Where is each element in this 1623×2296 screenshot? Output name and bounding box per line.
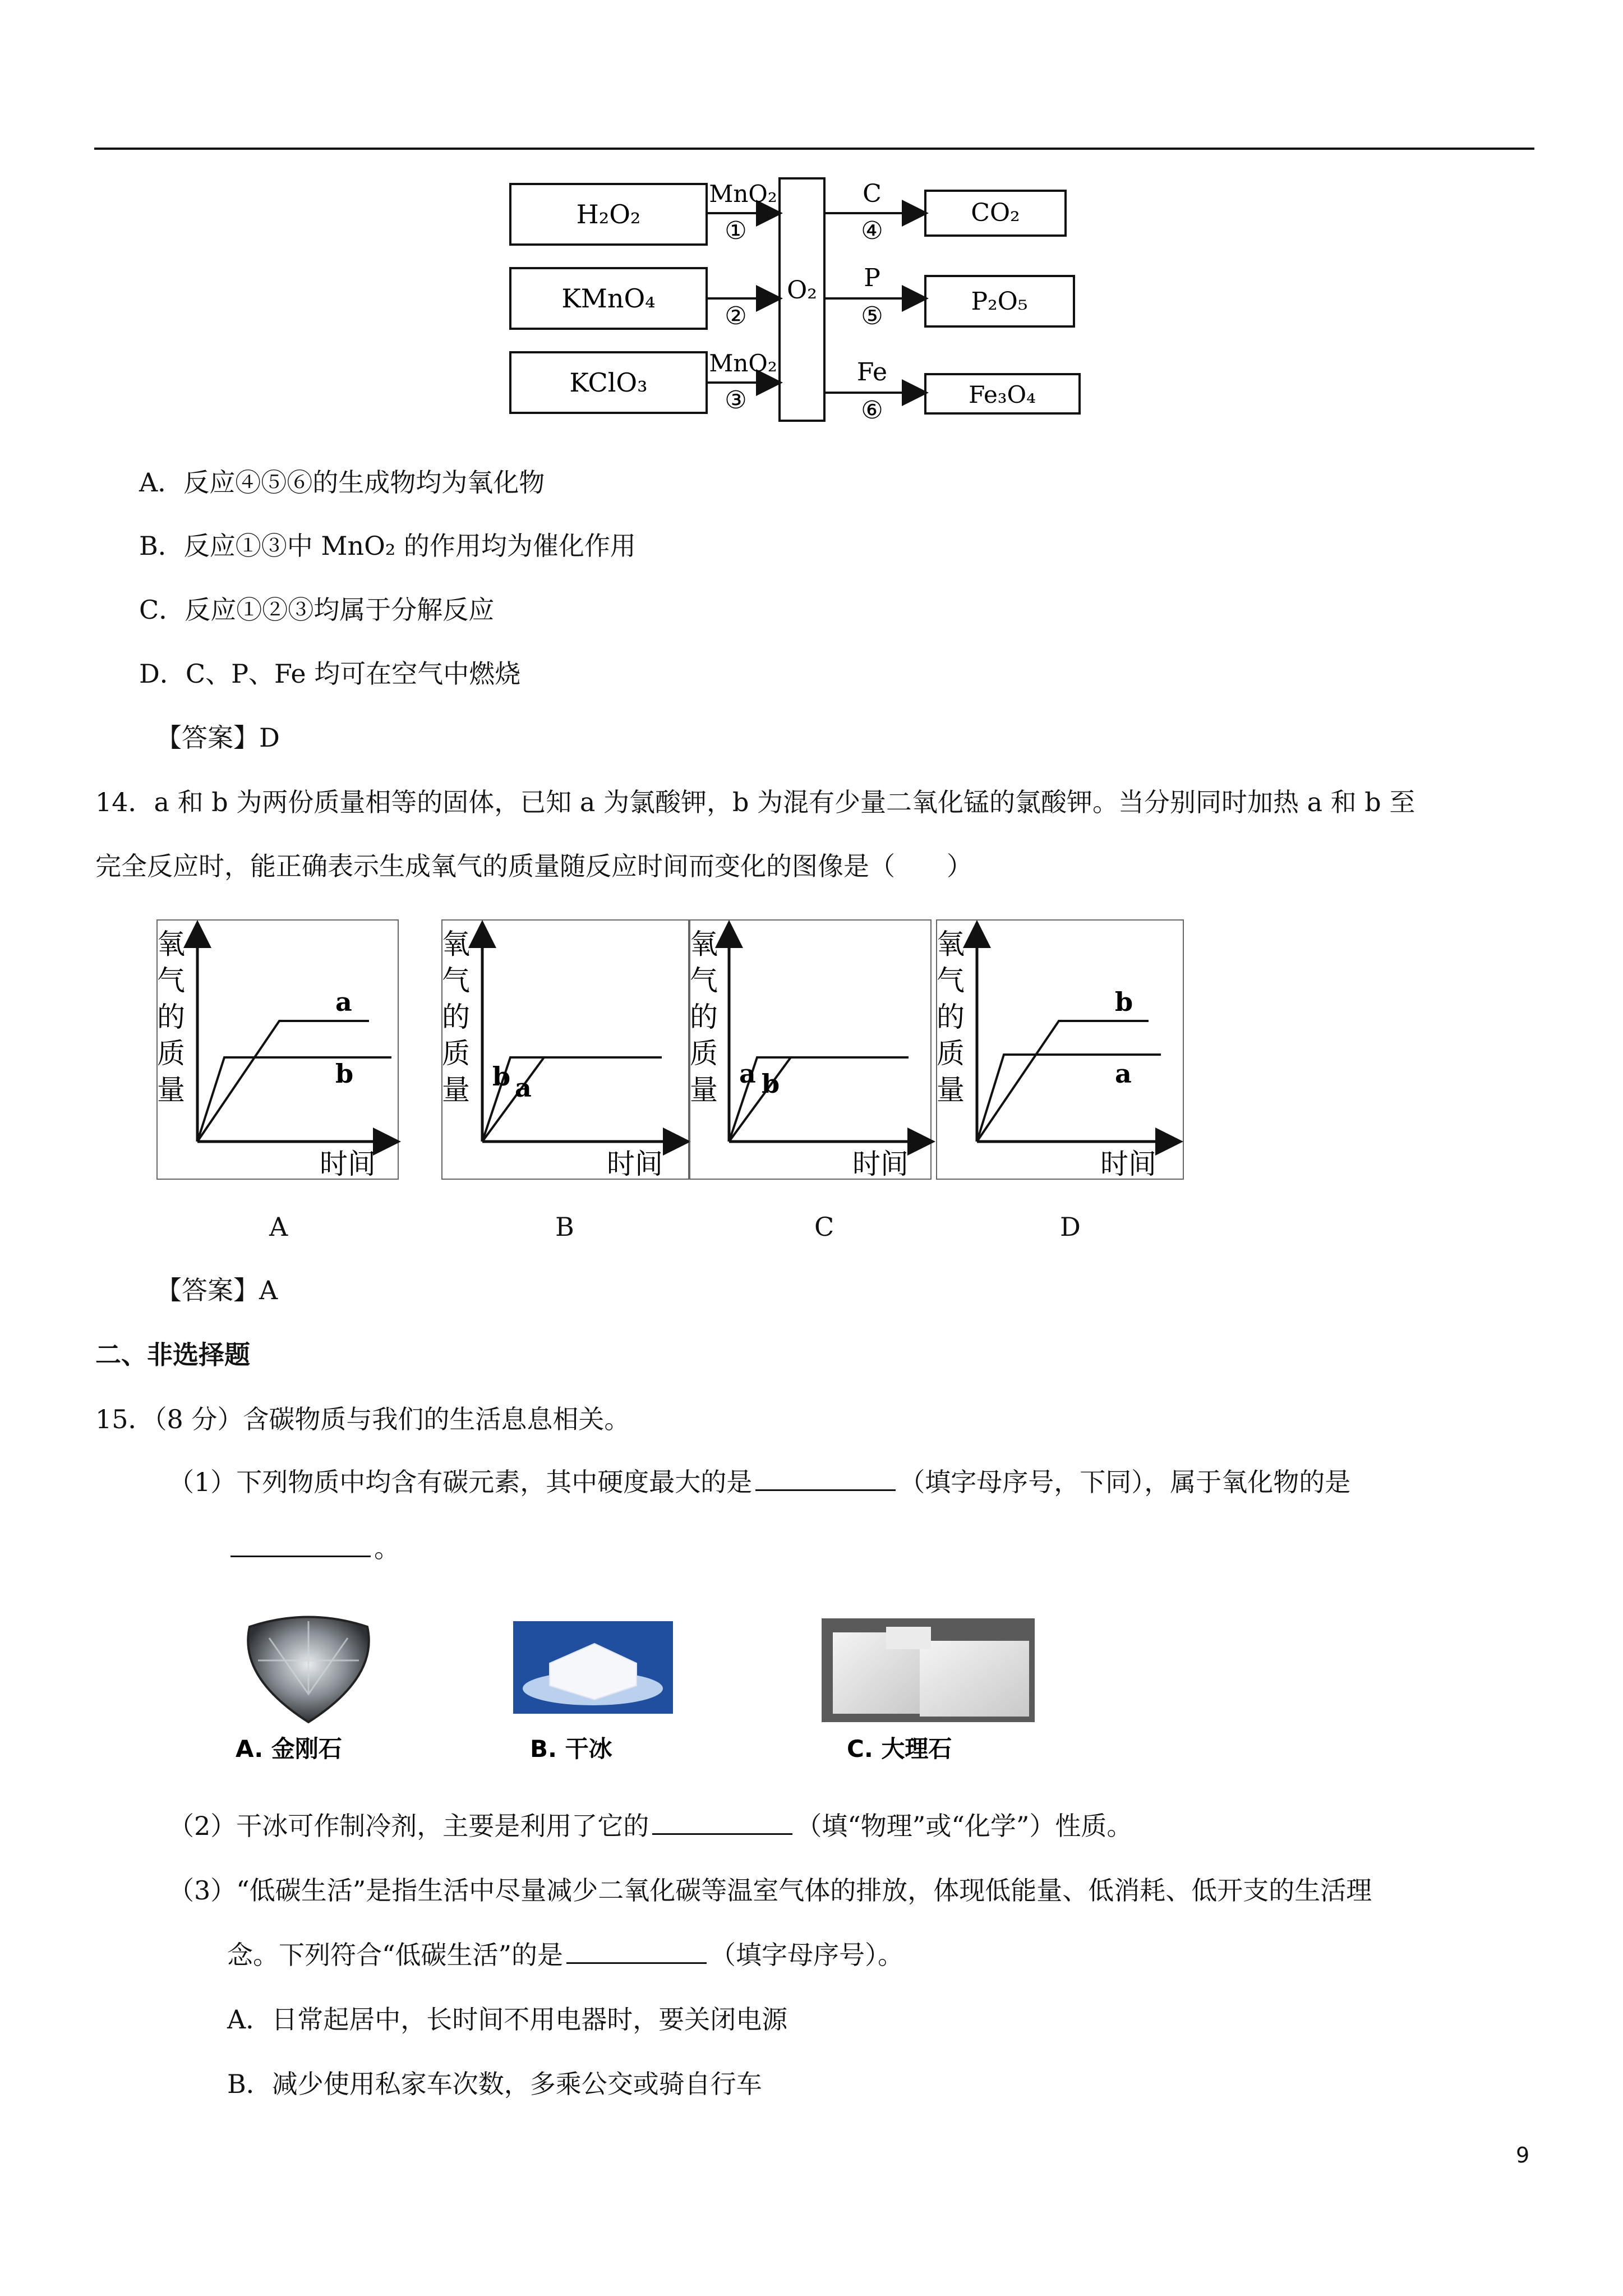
chart-c-ylabel-1: 气	[690, 964, 718, 997]
chart-c-ylabel-2: 的	[690, 1001, 718, 1033]
step-num-3: ③	[725, 386, 747, 415]
chart-d	[937, 920, 1183, 1180]
chart-b-ylabel-0: 氧	[442, 928, 470, 960]
chart-d-label-b: b	[1115, 987, 1133, 1017]
reactant-text-2: KClO₃	[569, 367, 648, 398]
chart-d-label-a: a	[1115, 1059, 1132, 1089]
chart-b-curve-a	[482, 1057, 544, 1142]
chart-c-xlabel: 时间	[852, 1148, 909, 1180]
q15-blank-2[interactable]	[230, 1533, 371, 1557]
dry-ice-image	[513, 1621, 673, 1714]
image-label-c: C. 大理石	[847, 1735, 952, 1763]
chart-b-ylabel-2: 的	[442, 1001, 470, 1033]
q13-option-c: C．反应①②③均属于分解反应	[139, 595, 495, 625]
reactant-text-1: KMnO₄	[561, 283, 656, 314]
marble-image	[822, 1618, 1035, 1722]
section-heading: 二、非选择题	[95, 1340, 250, 1370]
chart-d-ylabel-3: 质	[937, 1037, 965, 1070]
diamond-image	[248, 1617, 369, 1723]
catalyst-label-3: MnO₂	[709, 349, 777, 377]
q15-part1-tail: （填字母序号，下同），属于氧化物的是	[899, 1467, 1351, 1497]
chart-b	[442, 920, 689, 1180]
chart-a-ylabel-4: 量	[157, 1074, 185, 1106]
chart-a-caption: A	[269, 1212, 288, 1242]
chart-c-ylabel-0: 氧	[690, 928, 718, 960]
q13-option-a: A．反应④⑤⑥的生成物均为氧化物	[139, 467, 545, 498]
step-num-6: ⑥	[861, 396, 883, 425]
chart-c-caption: C	[814, 1212, 834, 1242]
reagent-label-6: Fe	[856, 358, 888, 386]
q15-part3-option-b: B．减少使用私家车次数，多乘公交或骑自行车	[227, 2069, 762, 2099]
chart-a	[157, 920, 398, 1180]
chart-c-curve-a	[729, 1057, 909, 1142]
q13-answer: 【答案】D	[156, 723, 280, 753]
q15-blank-4[interactable]	[566, 1940, 707, 1964]
catalyst-label-1: MnO₂	[709, 180, 777, 208]
chart-a-ylabel-3: 质	[157, 1037, 185, 1070]
chart-c-curve-b	[729, 1057, 791, 1142]
q15-part1-line2-tail: 。	[374, 1533, 400, 1563]
chart-b-label-b: b	[492, 1061, 511, 1092]
chart-b-ylabel-3: 质	[442, 1037, 470, 1070]
q14-answer: 【答案】A	[156, 1275, 278, 1305]
q15-part2-tail: （填“物理”或“化学”）性质。	[796, 1811, 1133, 1841]
q15-part1-head: （1）下列物质中均含有碳元素，其中硬度最大的是	[168, 1467, 753, 1497]
q15-part2	[168, 1809, 1132, 1843]
step-num-5: ⑤	[861, 302, 883, 330]
q15-part3-line1: （3）“低碳生活”是指生活中尽量减少二氧化碳等温室气体的排放，体现低能量、低消耗、低开支的生活理	[168, 1875, 1372, 1906]
q14-stem-line2: 完全反应时，能正确表示生成氧气的质量随反应时间而变化的图像是（ ）	[95, 851, 972, 881]
q13-option-b: B．反应①③中 MnO₂ 的作用均为催化作用	[139, 531, 636, 561]
chart-a-ylabel-0: 氧	[157, 928, 185, 960]
q14-charts	[151, 914, 1200, 1184]
reactant-text-0: H₂O₂	[576, 199, 641, 229]
header-rule	[94, 148, 1534, 150]
step-num-1: ①	[725, 217, 747, 245]
q15-part3-option-a: A．日常起居中，长时间不用电器时，要关闭电源	[227, 2004, 788, 2035]
q15-blank-3[interactable]	[652, 1811, 792, 1835]
product-text-2: Fe₃O₄	[969, 381, 1036, 408]
q15-part3-head: 念。下列符合“低碳生活”的是	[227, 1940, 564, 1970]
chart-d-ylabel-2: 的	[937, 1001, 965, 1033]
center-text: O₂	[787, 276, 817, 305]
q15-part1-line1	[168, 1465, 1350, 1499]
chart-b-caption: B	[555, 1212, 574, 1242]
q13-option-d: D．C、P、Fe 均可在空气中燃烧	[139, 659, 521, 689]
chart-a-label-b: b	[335, 1059, 354, 1089]
q15-part3-line2	[227, 1938, 903, 1972]
chart-c-ylabel-3: 质	[690, 1037, 718, 1070]
q15-title: 15．（8 分）含碳物质与我们的生活息息相关。	[95, 1404, 630, 1434]
chart-b-label-a: a	[515, 1073, 532, 1103]
substance-images	[224, 1610, 1066, 1767]
image-label-a: A. 金刚石	[236, 1735, 342, 1763]
q15-part2-head: （2）干冰可作制冷剂，主要是利用了它的	[168, 1811, 649, 1841]
chart-a-label-a: a	[335, 987, 352, 1017]
reagent-label-5: P	[864, 264, 880, 292]
chart-d-ylabel-0: 氧	[937, 928, 965, 960]
chart-d-xlabel: 时间	[1100, 1148, 1156, 1180]
q15-part1-line2	[227, 1531, 400, 1565]
chart-a-ylabel-1: 气	[157, 964, 185, 997]
chart-c-ylabel-4: 量	[690, 1074, 718, 1106]
chart-b-ylabel-1: 气	[442, 964, 470, 997]
q15-part3-tail: （填字母序号）。	[710, 1940, 904, 1970]
chart-c	[690, 920, 931, 1180]
step-num-4: ④	[861, 217, 883, 245]
chart-d-ylabel-4: 量	[937, 1074, 965, 1106]
product-text-0: CO₂	[971, 199, 1020, 227]
q14-stem-line1: 14．a 和 b 为两份质量相等的固体，已知 a 为氯酸钾，b 为混有少量二氧化锰的氯酸钾。当分别同时加热 a 和 b 至	[95, 787, 1415, 817]
chart-b-ylabel-4: 量	[442, 1074, 470, 1106]
chart-d-curve-a	[977, 1055, 1161, 1142]
chart-c-label-a: a	[739, 1059, 756, 1089]
chart-c-label-b: b	[762, 1069, 780, 1099]
product-text-1: P₂O₅	[971, 287, 1028, 316]
reagent-label-4: C	[863, 180, 882, 208]
q15-blank-1[interactable]	[755, 1467, 896, 1491]
reaction-diagram	[505, 174, 1144, 432]
chart-a-xlabel: 时间	[320, 1148, 376, 1180]
chart-d-ylabel-1: 气	[937, 964, 965, 997]
page-number: 9	[1516, 2143, 1530, 2168]
image-label-b: B. 干冰	[530, 1735, 612, 1763]
chart-a-ylabel-2: 的	[157, 1001, 185, 1033]
chart-d-caption: D	[1060, 1212, 1081, 1242]
chart-b-xlabel: 时间	[607, 1148, 663, 1180]
step-num-2: ②	[725, 302, 747, 330]
